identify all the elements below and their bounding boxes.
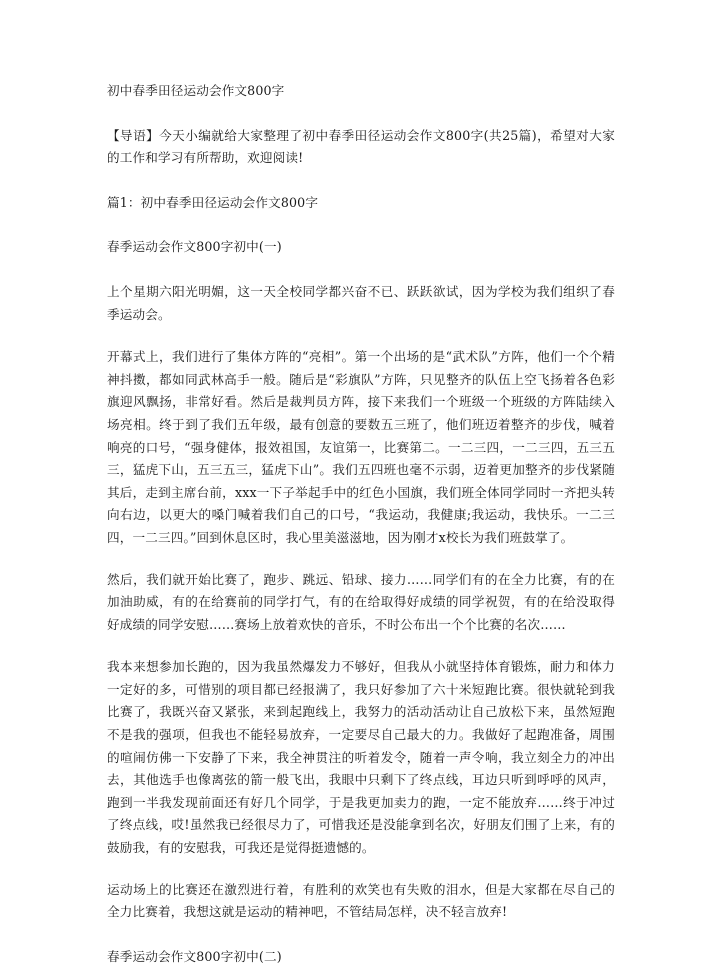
chapter-heading: 篇1：初中春季田径运动会作文800字 (107, 194, 319, 210)
section-two-heading: 春季运动会作文800字初中(二) (107, 948, 282, 964)
document-title: 初中春季田径运动会作文800字 (107, 83, 285, 98)
body-paragraph: 开幕式上，我们进行了集体方阵的“亮相”。第一个出场的是“武术队”方阵，他们一个个精神抖擞，都如同武林高手一般。随后是“彩旗队”方阵，只见整齐的队伍上空飞扬着各色彩旗迎风飘扬，非常好看。然后是裁判员方阵，接下来我们一个班级一个班级的方阵陆续入场亮相。终于到了我们五年级，最有创意的要数五三班了，他们班迈着整齐的步伐，喊着响亮的口号，“强身健体，报效祖国，友谊第一，比赛第二。一二三四，一二三四，五三五三，猛虎下山，五三五三，猛虎下山”。我们五四班也毫不示弱，迈着更加整齐的步伐紧随其后，走到主席台前，xxx一下子举起手中的红色小国旗，我们班全体同学同时一齐把头转向右边，以更大的嗓门喊着我们自己的口号，“我运动，我健康;我运动，我快乐。一二三四，一二三四。”回到休息区时，我心里美滋滋地，因为刚才x校长为我们班鼓掌了。 (107, 349, 615, 545)
document-page (107, 80, 615, 968)
body-paragraph: 然后，我们就开始比赛了，跑步、跳远、铅球、接力……同学们有的在全力比赛，有的在加油助威，有的在给赛前的同学打气，有的在给取得好成绩的同学祝贺，有的在给没取得好成绩的同学安慰……赛场上放着欢快的音乐，不时公布出一个个比赛的名次…… (107, 571, 615, 632)
body-paragraph: 上个星期六阳光明媚，这一天全校同学都兴奋不已、跃跃欲试，因为学校为我们组织了春季运动会。 (107, 283, 615, 322)
body-paragraph: 我本来想参加长跑的，因为我虽然爆发力不够好，但我从小就坚持体育锻炼，耐力和体力一定好的多，可惜别的项目都已经报满了，我只好参加了六十米短跑比赛。很快就轮到我比赛了，我既兴奋又紧张，来到起跑线上，我努力的活动活动让自己放松下来，虽然短跑不是我的强项，但我也不能轻易放弃，一定要尽自己最大的力。我做好了起跑准备，周围的喧闹仿佛一下安静了下来，我全神贯注的听着发令，随着一声令响，我立刻全力的冲出去，其他选手也像离弦的箭一般飞出，我眼中只剩下了终点线，耳边只听到呼呼的风声，跑到一半我发现前面还有好几个同学，于是我更加卖力的跑，一定不能放弃……终于冲过了终点线，哎!虽然我已经很尽力了，可惜我还是没能拿到名次，好朋友们围了上来，有的鼓励我，有的安慰我，可我还是觉得挺遗憾的。 (107, 659, 615, 856)
intro-paragraph: 【导语】今天小编就给大家整理了初中春季田径运动会作文800字(共25篇)，希望对大家的工作和学习有所帮助，欢迎阅读! (107, 127, 615, 166)
section-one-heading: 春季运动会作文800字初中(一) (107, 239, 282, 255)
body-paragraph: 运动场上的比赛还在激烈进行着，有胜利的欢笑也有失败的泪水，但是大家都在尽自己的全力比赛着，我想这就是运动的精神吧，不管结局怎样，决不轻言放弃! (107, 881, 615, 920)
